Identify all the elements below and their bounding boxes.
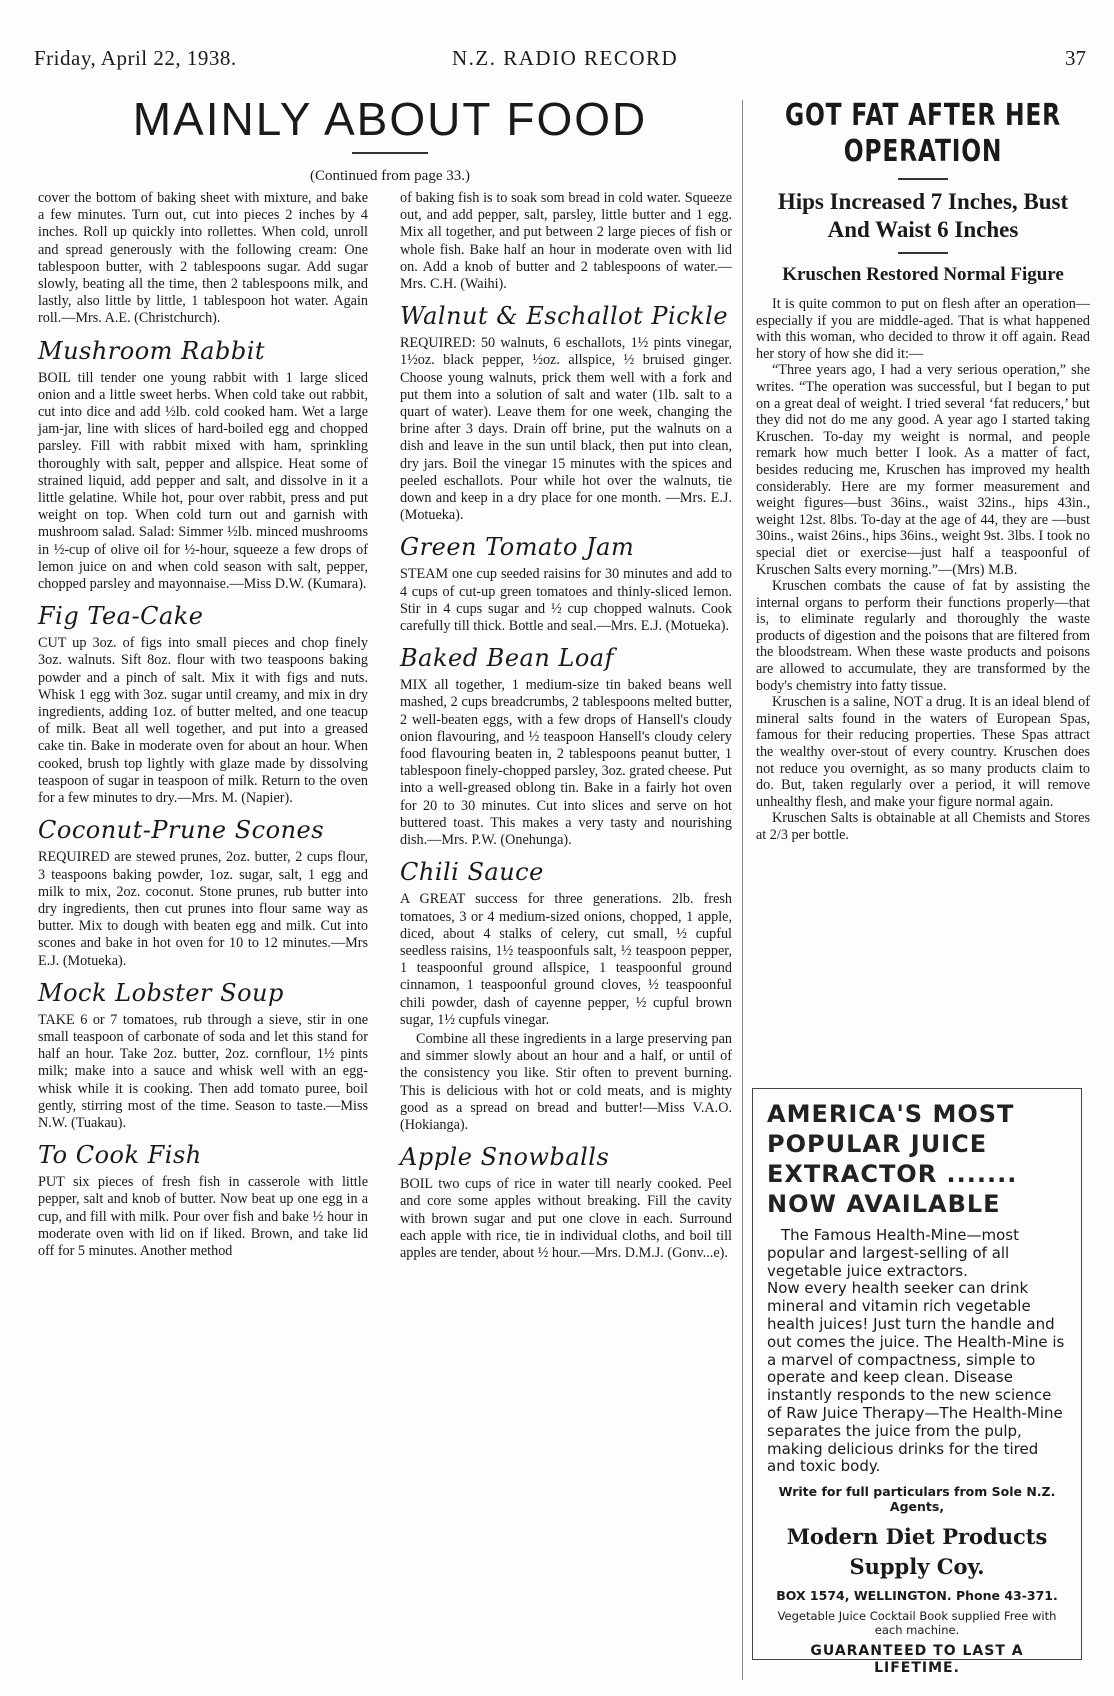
ad-paragraph: Kruschen Salts is obtainable at all Chemists and Stores at 2/3 per bottle. xyxy=(756,810,1090,843)
recipe-title: Mock Lobster Soup xyxy=(38,978,284,1007)
recipe-title: Green Tomato Jam xyxy=(400,533,635,562)
ad-rule xyxy=(898,252,948,254)
ad-footnote: Vegetable Juice Cocktail Book supplied Free with each machine. xyxy=(777,1609,1057,1638)
recipe-continuation: cover the bottom of baking sheet with mixture, and bake a few minutes. Turn out, cut into pieces 2 inches by 4 inches. Roll up quickly into rollettes. When cold, unroll and spread generously with the following cream: One tablespoon butter, with 2 tablespoons sugar. Add sugar slowly, beating all the time, then 2 tablespoons milk, and lastly, also little by little, 1 tablespoon hot water. Again roll.—Mrs. A.E. (Christchurch). xyxy=(38,190,368,327)
recipe-title: Fig Tea-Cake xyxy=(38,602,204,631)
header-page-number: 37 xyxy=(1065,46,1086,70)
ad-subheadline: Hips Increased 7 Inches, Bust And Waist 6 Inches xyxy=(777,189,1069,242)
title-rule xyxy=(352,152,428,154)
recipe-body: BOIL till tender one young rabbit with 1 large sliced onion and a little sweet herbs. When cold take out rabbit, cut into dice and add ½lb. cold cooked ham. Wet a large jam-jar, line with slices of hard-boiled egg and chopped parsley. Fill with rabbit mixed with ham, sprinkling thoroughly with salt, pepper and allspice. Heat some of strained liquid, add pepper and salt, and dissolve in it a little gelatine. While hot, pour over rabbit, press and put weight on top. When cold turn out and garnish with mushroom salad. Salad: Simmer ½lb. minced mushrooms in ½-cup of olive oil for ½-hour, squeeze a few drops of lemon juice on and when cold season with salt, pepper, chopped parsley and mayonnaise.—Miss D.W. (Kumara). xyxy=(38,369,368,593)
ad-body xyxy=(756,296,1090,844)
ad-paragraph: Now every health seeker can drink mineral and vitamin rich vegetable health juices! Just turn the handle and out comes the juice. The Health-Mine is a marvel of compactness, simple to operate and keep clean. Disease instantly responds to the new science of Raw Juice Therapy—The Health-Mine separates the juice from the pulp, making delicious drinks for the tired and toxic body. xyxy=(767,1279,1065,1476)
ad-rule xyxy=(898,178,948,180)
recipe-body: CUT up 3oz. of figs into small pieces and chop finely 3oz. walnuts. Sift 8oz. flour with two teaspoons baking powder and a pinch of salt. Mix it with figs and nuts. Whisk 1 egg with 3oz. sugar until creamy, and mix in dry ingredients, adding 1oz. of butter melted, and one teacup of milk. Beat all well together, and put into a greased cake tin. Bake in moderate oven for about an hour. When cooked, brush top lightly with glaze made by dissolving teaspoon of sugar in teaspoon of milk. Return to the oven for a few minutes to dry.—Mrs. M. (Napier). xyxy=(38,635,368,807)
recipe-title: Coconut-Prune Scones xyxy=(38,816,325,845)
ad-paragraph: Kruschen combats the cause of fat by assisting the internal organs to perform their functions properly—that is, to eliminate regularly and thoroughly the waste products of digestion and the poisons that are filtered from the bloodstream. When these waste products and poisons are allowed to accumulate, they are transformed by the body's chemistry into fatty tissue. xyxy=(756,578,1090,694)
recipe-body: PUT six pieces of fresh fish in casserole with little pepper, salt and knob of butter. Now beat up one egg in a cup, and fill with milk. Pour over fish and bake ½ hour in moderate oven with lid on if liked. Brown, and take lid off for 5 minutes. Another method xyxy=(38,1174,368,1259)
ad-paragraph: Kruschen is a saline, NOT a drug. It is an ideal blend of mineral salts found in the waters of European Spas, famous for their reducing properties. These Spas attract the wealthy over-stout of every country. Kruschen does not reduce you overnight, as so many products claim to do. But, taken regularly over a period, it will remove unhealthy flesh, and make your figure normal again. xyxy=(756,694,1090,810)
ad-paragraph: “Three years ago, I had a very serious operation,” she writes. “The operation was successful, but I began to put on a great deal of weight. I tried several ‘fat reducers,’ but they did not do me any good. A year ago I started taking Kruschen. To-day my weight is normal, and people remark how much better I look. As a matter of fact, besides reducing me, Kruschen has improved my health considerably. Here are my former measurement and weight figures—bust 36ins., waist 32ins., hips 43in., weight 12st. 8lbs. To-day at the age of 44, they are —bust 30ins., waist 26ins., hips 36ins., weight 9st. 3lbs. I took no special diet or exercise—just half a teaspoonful of Kruschen Salts every morning.”—(Mrs) M.B. xyxy=(756,362,1090,578)
recipe-title: Chili Sauce xyxy=(400,858,544,887)
juice-extractor-advertisement xyxy=(752,1088,1082,1677)
recipe-title: Baked Bean Loaf xyxy=(400,644,614,673)
recipe-body: MIX all together, 1 medium-size tin baked beans well mashed, 2 cups breadcrumbs, 2 tablespoons melted butter, 2 well-beaten eggs, with a few drops of Hansell's cloudy onion flavouring, and ½ teaspoon Hansell's cloudy celery food flavouring beaten in, 2 tablespoons peanut butter, 1 tablespoon finely-chopped parsley, 3oz. grated cheese. Put into a well-greased oblong tin. Bake in a fairly hot oven for 20 to 30 minutes. Cut into slices and serve on hot buttered toast. This makes a very tasty and nourishing dish.—Mrs. P.W. (Onehunga). xyxy=(400,677,732,849)
ad-contact-note: Write for full particulars from Sole N.Z. Agents, xyxy=(778,1484,1056,1515)
ad-subheadline: Kruschen Restored Normal Figure xyxy=(782,264,1064,285)
kruschen-advertisement xyxy=(756,98,1090,844)
recipe-continuation: of baking fish is to soak som bread in cold water. Squeeze out, and add pepper, salt, parsley, little butter and 1 egg. Mix all together, and put between 2 large pieces of fish or whole fish. Bake half an hour in moderate oven with lid on. Add a knob of butter and 2 tablespoons of water.—Mrs. C.H. (Waihi). xyxy=(400,190,732,293)
recipe-title: Apple Snowballs xyxy=(400,1143,610,1172)
column-divider xyxy=(742,100,743,1680)
recipe-column-1 xyxy=(38,190,368,1262)
ad-paragraph: The Famous Health-Mine—most popular and largest-selling of all vegetable juice extractors. xyxy=(767,1226,1019,1280)
recipe-body: Combine all these ingredients in a large preserving pan and simmer slowly about an hour and a half, or until of the consistency you like. Stir often to prevent burning. This is delicious with hot or cold meats, and is mighty good as a spread on bread and butter!—Miss V.A.O. (Hokianga). xyxy=(400,1030,732,1133)
ad-headline: GOT FAT AFTER HER OPERATION xyxy=(785,98,1061,169)
recipe-column-2 xyxy=(400,190,732,1264)
recipe-body: TAKE 6 or 7 tomatoes, rub through a sieve, stir in one small teaspoon of carbonate of soda and let this stand for half an hour. Take 2oz. butter, 2oz. cornflour, 1½ pints milk; make into a sauce and whisk well with an egg-whisk while it is cooking. Then add tomato puree, boil gently, stirring most of the time. Season to taste.—Miss N.W. (Tuakau). xyxy=(38,1011,368,1131)
recipe-title: Mushroom Rabbit xyxy=(38,336,266,365)
recipe-body: REQUIRED are stewed prunes, 2oz. butter, 2 cups flour, 3 teaspoons baking powder, 1oz. sugar, salt, 1 egg and milk to mix, 2oz. coconut. Stone prunes, rub butter into dry ingredients, then cut prunes into flour same way as butter. Mix to dough with beaten egg and milk. Cut into scones and bake in hot oven for 10 to 12 minutes.—Mrs E.J. (Motueka). xyxy=(38,849,368,969)
ad-address: BOX 1574, WELLINGTON. Phone 43-371. xyxy=(776,1588,1058,1604)
ad-paragraph: It is quite common to put on flesh after an operation—especially if you are middle-aged. That is what happened with this woman, who decided to throw it off again. Read her story of how she did it:— xyxy=(756,296,1090,362)
section-title: MAINLY ABOUT FOOD xyxy=(132,93,648,145)
recipe-body: REQUIRED: 50 walnuts, 6 eschallots, 1½ pints vinegar, 1½oz. black pepper, ½oz. allspice, ½ bruised ginger. Choose young walnuts, prick them well with a fork and put them into a solution of salt and water (1lb. salt to a quart of water). Leave them for one week, changing the brine after 3 days. Drain off brine, put the walnuts on a dish and leave in the sun until black, then put into clean, dry jars. Boil the vinegar 15 minutes with the spices and peeled eschallots. Pour while hot over the walnuts, tie down and keep in a dry place for one month. —Mrs. E.J. (Motueka). xyxy=(400,335,732,524)
recipe-title: To Cook Fish xyxy=(38,1141,202,1170)
ad-company-name: Modern Diet Products Supply Coy. xyxy=(786,1524,1048,1580)
ad-guarantee: GUARANTEED TO LAST A LIFETIME. xyxy=(810,1643,1024,1677)
recipe-body: A GREAT success for three generations. 2lb. fresh tomatoes, 3 or 4 medium-sized onions, chopped, 1 apple, diced, about 4 stalks of celery, cut small, ½ cupful seedless raisins, 1½ teaspoonfuls salt, ½ teaspoon pepper, 1 teaspoonful ground allspice, 1 teaspoonful ground cinnamon, 1 teaspoonful ground cloves, ½ teaspoonful chili powder, dash of cayenne pepper, ½ cupful brown sugar, 1½ cupfuls vinegar. xyxy=(400,891,732,1028)
recipe-body: STEAM one cup seeded raisins for 30 minutes and add to 4 cups of cut-up green tomatoes and thinly-sliced lemon. Stir in 4 cups sugar and ½ cup chopped walnuts. Cook carefully till thick. Bottle and seal.—Mrs. E.J. (Motueka). xyxy=(400,566,732,635)
continued-note: (Continued from page 33.) xyxy=(310,168,470,184)
recipe-body: BOIL two cups of rice in water till nearly cooked. Peel and core some apples without breaking. Fill the cavity with brown sugar and put one clove in each. Surround each apple with rice, tie in individual cloths, and boil till apples are tender, about ½ hour.—Mrs. D.M.J. (Gonv...e). xyxy=(400,1176,732,1261)
ad-headline: AMERICA'S MOST POPULAR JUICE EXTRACTOR ....... NOW AVAILABLE xyxy=(767,1100,1018,1218)
ad-body xyxy=(767,1227,1067,1476)
header-date: Friday, April 22, 1938. xyxy=(34,46,237,70)
recipe-title: Walnut & Eschallot Pickle xyxy=(400,302,729,331)
header-publication: N.Z. RADIO RECORD xyxy=(452,46,679,70)
